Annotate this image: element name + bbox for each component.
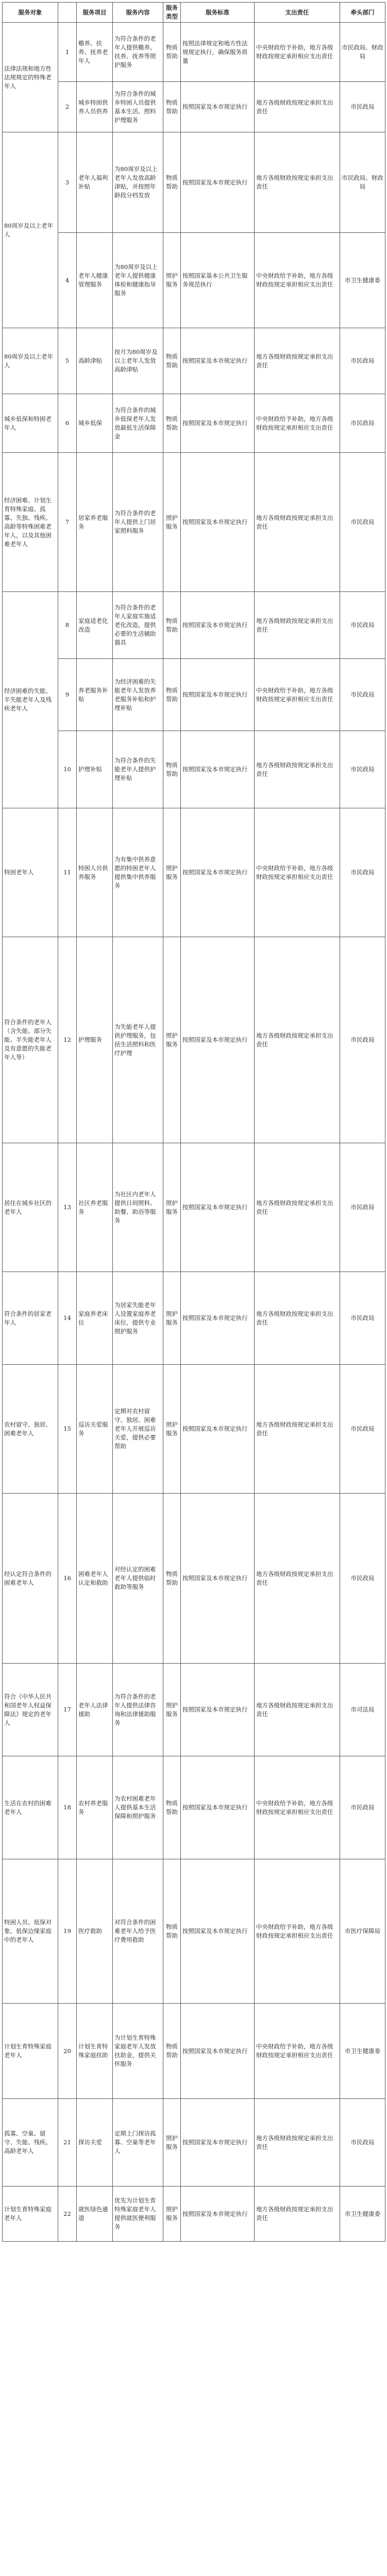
- service-type: 物质帮助: [163, 23, 181, 82]
- table-row: [3, 23, 385, 82]
- service-standard: 按照国家及本市规定执行: [181, 659, 255, 731]
- service-standard: 按照国家及本市规定执行: [181, 937, 255, 1143]
- lead-department: 市民政局、财政局: [340, 132, 385, 233]
- lead-department: 市民政局: [340, 453, 385, 592]
- service-type: 物质帮助: [163, 82, 181, 132]
- lead-department: 市医疗保障局: [340, 1859, 385, 2004]
- lead-department: 市民政局: [340, 1272, 385, 1365]
- row-number: 18: [58, 1756, 77, 1859]
- service-table: [2, 2, 385, 2242]
- service-standard: 按照国家及本市规定执行: [181, 328, 255, 394]
- service-standard: 按照国家及本市规定执行: [181, 1664, 255, 1756]
- service-item: 城乡特困供养人员供养: [77, 82, 113, 132]
- expenditure-responsibility: 地方各级财政按规定承担支出责任: [255, 82, 340, 132]
- service-type: 照护服务: [163, 937, 181, 1143]
- table-row: [3, 394, 385, 453]
- lead-department: 市民政局: [340, 937, 385, 1143]
- service-item: 高龄津贴: [77, 328, 113, 394]
- service-standard: 按照国家及本市规定执行: [181, 2004, 255, 2099]
- row-number: 4: [58, 233, 77, 328]
- header-cell: 牵头部门: [340, 3, 385, 23]
- row-number: 13: [58, 1143, 77, 1272]
- row-number: 17: [58, 1664, 77, 1756]
- service-content: 为失能老年人提供护理服务，包括生活照料和医疗护理: [113, 937, 163, 1143]
- table-row: [3, 1365, 385, 1494]
- expenditure-responsibility: 地方各级财政按规定承担支出责任: [255, 1272, 340, 1365]
- service-object: 计划生育特殊家庭老年人: [3, 2004, 58, 2099]
- service-content: 为社区内老年人提供日间照料、助餐、助浴等服务: [113, 1143, 163, 1272]
- expenditure-responsibility: 地方各级财政按规定承担支出责任: [255, 328, 340, 394]
- row-number: 11: [58, 808, 77, 937]
- table-row: [3, 592, 385, 659]
- service-content: 为符合条件的老年人提供上门居家照料服务: [113, 453, 163, 592]
- service-item: 社区养老服务: [77, 1143, 113, 1272]
- service-item: 探访关爱: [77, 2099, 113, 2187]
- service-item: 护理服务: [77, 937, 113, 1143]
- service-type: 照护服务: [163, 453, 181, 592]
- header-cell: 服务项目: [77, 3, 113, 23]
- service-object: 生活在农村的困难老年人: [3, 1756, 58, 1859]
- service-content: 为农村困难老年人提供基本生活保障和照护服务: [113, 1756, 163, 1859]
- service-item: 老年人健康管理服务: [77, 233, 113, 328]
- lead-department: 市民政局: [340, 1143, 385, 1272]
- row-number: 22: [58, 2187, 77, 2242]
- service-item: 护理补贴: [77, 731, 113, 808]
- expenditure-responsibility: 地方各级财政按规定承担支出责任: [255, 1494, 340, 1664]
- service-type: 照护服务: [163, 2187, 181, 2242]
- service-content: 为计划生育特殊家庭老年人发放扶助金，提供关怀服务: [113, 2004, 163, 2099]
- row-number: 19: [58, 1859, 77, 2004]
- service-content: 为80周岁及以上老年人发放高龄津贴，并按照年龄段分档发放: [113, 132, 163, 233]
- service-content: 为符合条件的老年人提供法律咨询和法律援助服务: [113, 1664, 163, 1756]
- service-object: 经济困难、计划生育特殊家庭、孤寡、失独、残疾、高龄等特殊困难老年人，以及其他困难老年人: [3, 453, 58, 592]
- row-number: 14: [58, 1272, 77, 1365]
- service-content: 为居家失能老年人设置家庭养老床位，提供专业照护服务: [113, 1272, 163, 1365]
- table-row: [3, 132, 385, 233]
- row-number: 1: [58, 23, 77, 82]
- service-item: 老年人福利补贴: [77, 132, 113, 233]
- service-object: 符合条件的老年人（含失能、部分失能、半失能老年人及有意愿的失能老年人等）: [3, 937, 58, 1143]
- header-row: [3, 3, 385, 23]
- expenditure-responsibility: 中央财政给予补助，地方各级财政按规定承担相应支出责任: [255, 2004, 340, 2099]
- service-object: 法律法规和地方性法规规定的特殊老年人: [3, 23, 58, 132]
- lead-department: 市民政局、财政局: [340, 23, 385, 82]
- service-standard: 按照国家及本市规定执行: [181, 2099, 255, 2187]
- service-standard: 按照国家及本市规定执行: [181, 132, 255, 233]
- row-number: 16: [58, 1494, 77, 1664]
- service-item: 计划生育特殊家庭扶助: [77, 2004, 113, 2099]
- lead-department: 市民政局: [340, 808, 385, 937]
- service-standard: 按照国家及本市规定执行: [181, 592, 255, 659]
- service-item: 巡访关爱服务: [77, 1365, 113, 1494]
- service-object: 特困老年人: [3, 808, 58, 937]
- service-object: 经济困难的失能、半失能老年人及残疾老年人: [3, 592, 58, 808]
- expenditure-responsibility: 中央财政给予补助，地方各级财政按规定承担相应支出责任: [255, 659, 340, 731]
- table-row: [3, 328, 385, 394]
- service-standard: 按照国家及本市规定执行: [181, 1143, 255, 1272]
- service-content: 为80周岁及以上老年人提供健康体检和健康指导服务: [113, 233, 163, 328]
- expenditure-responsibility: 地方各级财政按规定承担支出责任: [255, 1664, 340, 1756]
- service-item: 养老服务补贴: [77, 659, 113, 731]
- service-content: 为符合条件的城乡低保老年人发放最低生活保障金: [113, 394, 163, 453]
- table-row: [3, 2099, 385, 2187]
- service-item: 医疗救助: [77, 1859, 113, 2004]
- lead-department: 市民政局: [340, 1494, 385, 1664]
- service-item: 老年人法律援助: [77, 1664, 113, 1756]
- lead-department: 市卫生健康委: [340, 2187, 385, 2242]
- row-number: 10: [58, 731, 77, 808]
- expenditure-responsibility: 地方各级财政按规定承担支出责任: [255, 937, 340, 1143]
- service-content: 优先为计划生育特殊家庭老年人提供就医便利服务: [113, 2187, 163, 2242]
- table-row: [3, 1859, 385, 2004]
- expenditure-responsibility: 地方各级财政按规定承担支出责任: [255, 731, 340, 808]
- lead-department: 市民政局: [340, 592, 385, 659]
- expenditure-responsibility: 中央财政给予补助，地方各级财政按规定承担相应支出责任: [255, 394, 340, 453]
- service-object: 符合《中华人民共和国老年人权益保障法》规定的老年人: [3, 1664, 58, 1756]
- table-row: [3, 233, 385, 328]
- expenditure-responsibility: 中央财政给予补助，地方各级财政按规定承担相应支出责任: [255, 1859, 340, 2004]
- row-number: 12: [58, 937, 77, 1143]
- header-cell: [58, 3, 77, 23]
- table-row: [3, 1494, 385, 1664]
- header-cell: 支出责任: [255, 3, 340, 23]
- service-content: 为有集中供养意愿的特困老年人提供集中供养服务: [113, 808, 163, 937]
- table-row: [3, 2004, 385, 2099]
- lead-department: 市民政局: [340, 731, 385, 808]
- service-standard: 按照法律规定和地方性法规规定执行，确保服务质量: [181, 23, 255, 82]
- service-object: 计划生育特殊家庭老年人: [3, 2187, 58, 2242]
- service-type: 物质帮助: [163, 394, 181, 453]
- table-row: [3, 82, 385, 132]
- table-row: [3, 808, 385, 937]
- service-type: 照护服务: [163, 2099, 181, 2187]
- service-standard: 按照国家及本市规定执行: [181, 808, 255, 937]
- service-content: 为符合条件的失能老年人提供护理补贴: [113, 731, 163, 808]
- service-object: 特困人员、低保对象、低保边缘家庭中的老年人: [3, 1859, 58, 2004]
- service-standard: 按照国家及本市规定执行: [181, 1365, 255, 1494]
- service-object: 居住在城乡社区的老年人: [3, 1143, 58, 1272]
- expenditure-responsibility: 地方各级财政按规定承担支出责任: [255, 2187, 340, 2242]
- header-cell: 服务对象: [3, 3, 58, 23]
- service-content: 按月为80周岁及以上老年人发放高龄津贴: [113, 328, 163, 394]
- row-number: 2: [58, 82, 77, 132]
- table-row: [3, 659, 385, 731]
- service-item: 家庭适老化改造: [77, 592, 113, 659]
- service-type: 物质帮助: [163, 328, 181, 394]
- service-type: 物质帮助: [163, 1859, 181, 2004]
- service-type: 物质帮助: [163, 1756, 181, 1859]
- header-cell: 服务标准: [181, 3, 255, 23]
- table-row: [3, 937, 385, 1143]
- lead-department: 市民政局: [340, 1365, 385, 1494]
- service-type: 照护服务: [163, 233, 181, 328]
- service-type: 物质帮助: [163, 132, 181, 233]
- service-standard: 按照国家及本市规定执行: [181, 1272, 255, 1365]
- service-type: 物质帮助: [163, 2004, 181, 2099]
- expenditure-responsibility: 中央财政给予补助，地方各级财政按规定承担相应支出责任: [255, 808, 340, 937]
- service-standard: 按照国家及本市规定执行: [181, 453, 255, 592]
- service-type: 物质帮助: [163, 1494, 181, 1664]
- lead-department: 市民政局: [340, 394, 385, 453]
- row-number: 9: [58, 659, 77, 731]
- row-number: 7: [58, 453, 77, 592]
- table-row: [3, 2187, 385, 2242]
- expenditure-responsibility: 地方各级财政按规定承担支出责任: [255, 592, 340, 659]
- service-content: 为符合条件的老年人提供赡养、扶养、抚养等照护服务: [113, 23, 163, 82]
- service-type: 照护服务: [163, 1143, 181, 1272]
- expenditure-responsibility: 中央财政给予补助，地方各级财政按规定承担相应支出责任: [255, 233, 340, 328]
- table-row: [3, 1272, 385, 1365]
- expenditure-responsibility: 地方各级财政按规定承担支出责任: [255, 1143, 340, 1272]
- service-object: 农村留守、独居、困难老年人: [3, 1365, 58, 1494]
- table-row: [3, 731, 385, 808]
- service-object: 80周岁及以上老年人: [3, 328, 58, 394]
- service-object: 符合条件的居家老年人: [3, 1272, 58, 1365]
- service-standard: 按照国家基本公共卫生服务规范执行: [181, 233, 255, 328]
- service-type: 物质帮助: [163, 731, 181, 808]
- service-item: 家庭养老床位: [77, 1272, 113, 1365]
- table-row: [3, 1756, 385, 1859]
- service-content: 定期对农村留守、独居、困难老年人开展巡访关爱，提供必要帮助: [113, 1365, 163, 1494]
- service-content: 对符合条件的困难老年人给予医疗费用救助: [113, 1859, 163, 2004]
- lead-department: 市卫生健康委: [340, 2004, 385, 2099]
- service-standard: 按照国家及本市规定执行: [181, 731, 255, 808]
- table-row: [3, 1664, 385, 1756]
- service-standard: 按照国家及本市规定执行: [181, 394, 255, 453]
- service-item: 居家养老服务: [77, 453, 113, 592]
- expenditure-responsibility: 中央财政给予补助，地方各级财政按规定承担相应支出责任: [255, 1756, 340, 1859]
- row-number: 8: [58, 592, 77, 659]
- row-number: 3: [58, 132, 77, 233]
- header-cell: 服务内容: [113, 3, 163, 23]
- lead-department: 市民政局: [340, 2099, 385, 2187]
- lead-department: 市卫生健康委: [340, 233, 385, 328]
- service-item: 赡养、扶养、抚养老年人: [77, 23, 113, 82]
- service-standard: 按照国家及本市规定执行: [181, 82, 255, 132]
- service-type: 照护服务: [163, 808, 181, 937]
- service-object: 经认定符合条件的困难老年人: [3, 1494, 58, 1664]
- expenditure-responsibility: 中央财政给予补助，地方各级财政按规定承担相应支出责任: [255, 23, 340, 82]
- service-standard: 按照国家及本市规定执行: [181, 2187, 255, 2242]
- service-standard: 按照国家及本市规定执行: [181, 1494, 255, 1664]
- service-item: 农村养老服务: [77, 1756, 113, 1859]
- service-item: 就医绿色通道: [77, 2187, 113, 2242]
- service-item: 城乡低保: [77, 394, 113, 453]
- service-content: 定期上门探访孤寡、空巢等老年人: [113, 2099, 163, 2187]
- expenditure-responsibility: 地方各级财政按规定承担支出责任: [255, 132, 340, 233]
- table-row: [3, 453, 385, 592]
- lead-department: 市民政局: [340, 328, 385, 394]
- expenditure-responsibility: 地方各级财政按规定承担支出责任: [255, 1365, 340, 1494]
- expenditure-responsibility: 地方各级财政按规定承担支出责任: [255, 2099, 340, 2187]
- service-type: 物质帮助: [163, 592, 181, 659]
- service-object: 孤寡、空巢、留守、失能、残疾、高龄老年人: [3, 2099, 58, 2187]
- service-content: 为符合条件的老年人家庭实施适老化改造，提供必要的生活辅助器具: [113, 592, 163, 659]
- row-number: 20: [58, 2004, 77, 2099]
- lead-department: 市民政局: [340, 659, 385, 731]
- row-number: 6: [58, 394, 77, 453]
- service-item: 特困人员供养服务: [77, 808, 113, 937]
- service-type: 照护服务: [163, 1365, 181, 1494]
- service-standard: 按照国家及本市规定执行: [181, 1859, 255, 2004]
- service-standard: 按照国家及本市规定执行: [181, 1756, 255, 1859]
- lead-department: 市民政局: [340, 82, 385, 132]
- row-number: 15: [58, 1365, 77, 1494]
- lead-department: 市民政局: [340, 1756, 385, 1859]
- row-number: 21: [58, 2099, 77, 2187]
- lead-department: 市司法局: [340, 1664, 385, 1756]
- header-cell: 服务类型: [163, 3, 181, 23]
- service-object: 80周岁及以上老年人: [3, 132, 58, 328]
- table-body: [3, 23, 385, 2242]
- table-row: [3, 1143, 385, 1272]
- service-item: 困难老年人认定和救助: [77, 1494, 113, 1664]
- service-content: 为符合条件的城乡特困人员提供基本生活、照料护理服务: [113, 82, 163, 132]
- service-type: 照护服务: [163, 1272, 181, 1365]
- service-content: 对经认定的困难老年人提供临时救助等服务: [113, 1494, 163, 1664]
- row-number: 5: [58, 328, 77, 394]
- service-object: 城乡低保和特困老年人: [3, 394, 58, 453]
- service-content: 为经济困难的失能老年人发放养老服务补贴和护理补贴: [113, 659, 163, 731]
- service-type: 照护服务: [163, 1664, 181, 1756]
- expenditure-responsibility: 地方各级财政按规定承担支出责任: [255, 453, 340, 592]
- service-type: 物质帮助: [163, 659, 181, 731]
